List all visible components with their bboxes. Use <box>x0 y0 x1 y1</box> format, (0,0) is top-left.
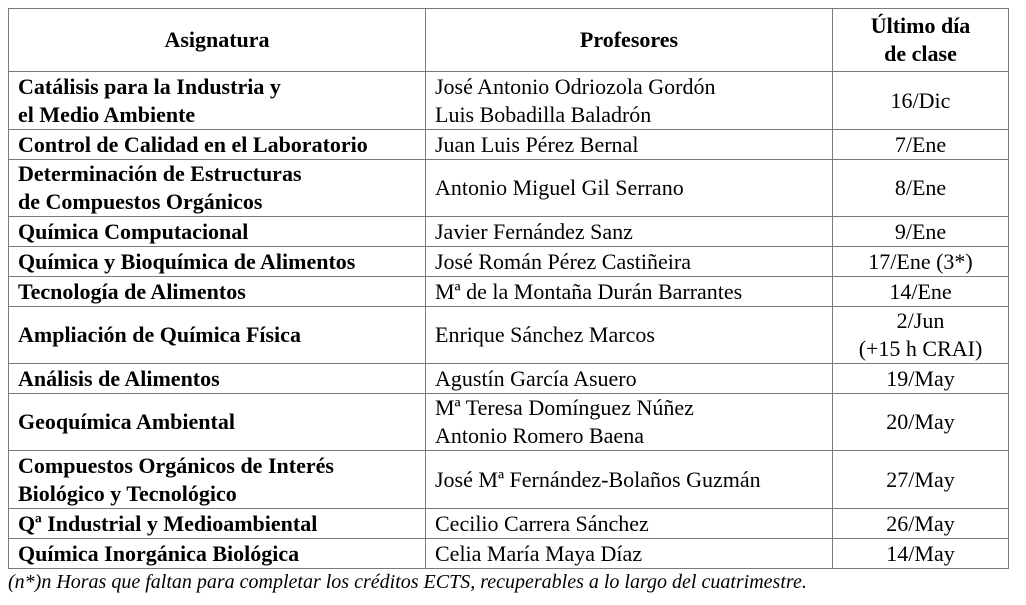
header-last-day <box>833 9 1009 72</box>
cell-last-day <box>833 509 1009 539</box>
cell-subject-line: Química Computacional <box>18 218 249 244</box>
table-row <box>9 247 1009 277</box>
cell-last-day-line: 7/Ene <box>894 131 947 157</box>
cell-professors-line: Antonio Miguel Gil Serrano <box>435 175 684 200</box>
cell-professors-line: Cecilio Carrera Sánchez <box>435 510 649 536</box>
class-schedule-table <box>8 8 1009 569</box>
table-header-row <box>9 9 1009 72</box>
cell-last-day-line: 17/Ene (3*) <box>868 248 973 274</box>
cell-professors-line: Mª de la Montaña Durán Barrantes <box>435 278 743 304</box>
cell-subject-line: Determinación de Estructuras <box>18 161 302 186</box>
cell-professors-line: Antonio Romero Baena <box>435 423 644 448</box>
cell-subject-line: Control de Calidad en el Laboratorio <box>18 131 368 157</box>
table-row <box>9 72 1009 130</box>
cell-last-day-line: 8/Ene <box>894 175 947 200</box>
cell-professors-line: Enrique Sánchez Marcos <box>435 322 655 347</box>
cell-subject <box>9 277 426 307</box>
table-row <box>9 217 1009 247</box>
header-professors: Profesores <box>426 9 833 72</box>
cell-last-day <box>833 217 1009 247</box>
table-row <box>9 451 1009 509</box>
cell-professors <box>426 307 833 364</box>
cell-last-day <box>833 394 1009 451</box>
cell-last-day <box>833 307 1009 364</box>
table-row <box>9 277 1009 307</box>
cell-professors-line: Luis Bobadilla Baladrón <box>435 101 652 127</box>
cell-professors-line: Celia María Maya Díaz <box>435 540 643 566</box>
cell-professors <box>426 451 833 509</box>
cell-professors <box>426 394 833 451</box>
table-row <box>9 307 1009 364</box>
cell-subject <box>9 364 426 394</box>
cell-subject <box>9 509 426 539</box>
cell-professors-line: Mª Teresa Domínguez Núñez <box>435 395 694 420</box>
cell-subject <box>9 451 426 509</box>
cell-professors <box>426 364 833 394</box>
cell-professors <box>426 217 833 247</box>
table-row <box>9 160 1009 217</box>
table-row <box>9 364 1009 394</box>
cell-subject <box>9 307 426 364</box>
cell-last-day <box>833 130 1009 160</box>
cell-last-day-line: 19/May <box>886 365 955 391</box>
cell-last-day-line: 2/Jun <box>896 308 945 333</box>
cell-last-day-line: (+15 h CRAI) <box>858 336 983 361</box>
cell-subject <box>9 72 426 130</box>
cell-last-day <box>833 72 1009 130</box>
cell-subject-line: Ampliación de Química Física <box>18 322 301 347</box>
cell-last-day-line: 16/Dic <box>890 87 951 113</box>
cell-subject <box>9 217 426 247</box>
cell-subject-line: de Compuestos Orgánicos <box>18 189 263 214</box>
cell-professors <box>426 539 833 569</box>
cell-professors-line: Juan Luis Pérez Bernal <box>435 131 639 157</box>
cell-subject-line: Biológico y Tecnológico <box>18 480 237 506</box>
cell-professors <box>426 72 833 130</box>
cell-last-day-line: 14/Ene <box>889 278 952 304</box>
cell-professors <box>426 247 833 277</box>
cell-professors-line: Agustín García Asuero <box>435 365 637 391</box>
cell-last-day-line: 27/May <box>886 466 955 492</box>
cell-last-day <box>833 247 1009 277</box>
cell-subject-line: el Medio Ambiente <box>18 101 196 127</box>
cell-subject-line: Química y Bioquímica de Alimentos <box>18 248 356 274</box>
cell-last-day-line: 9/Ene <box>894 218 947 244</box>
cell-last-day <box>833 160 1009 217</box>
cell-professors-line: José Román Pérez Castiñeira <box>435 248 691 274</box>
table-row <box>9 509 1009 539</box>
table-row <box>9 539 1009 569</box>
cell-subject <box>9 130 426 160</box>
cell-subject-line: Química Inorgánica Biológica <box>18 540 300 566</box>
header-last-day-line: de clase <box>884 41 957 66</box>
cell-professors <box>426 277 833 307</box>
header-subject: Asignatura <box>9 9 426 72</box>
cell-subject <box>9 247 426 277</box>
cell-subject <box>9 539 426 569</box>
cell-subject-line: Catálisis para la Industria y <box>18 73 281 99</box>
cell-subject-line: Qª Industrial y Medioambiental <box>18 510 318 536</box>
table-row <box>9 394 1009 451</box>
cell-subject <box>9 394 426 451</box>
cell-professors <box>426 509 833 539</box>
cell-professors-line: José Mª Fernández-Bolaños Guzmán <box>435 466 761 492</box>
cell-last-day <box>833 451 1009 509</box>
cell-professors <box>426 160 833 217</box>
table-row <box>9 130 1009 160</box>
cell-last-day-line: 26/May <box>886 510 955 536</box>
cell-professors-line: Javier Fernández Sanz <box>435 218 633 244</box>
cell-last-day <box>833 277 1009 307</box>
cell-last-day <box>833 364 1009 394</box>
footnote: (n*)n Horas que faltan para completar los créditos ECTS, recuperables a lo largo del cuatrimestre. <box>8 571 807 593</box>
cell-professors <box>426 130 833 160</box>
cell-subject-line: Geoquímica Ambiental <box>18 409 235 434</box>
cell-professors-line: José Antonio Odriozola Gordón <box>435 73 716 99</box>
cell-subject-line: Compuestos Orgánicos de Interés <box>18 452 334 478</box>
header-last-day-line: Último día <box>870 13 971 38</box>
cell-subject <box>9 160 426 217</box>
table-body <box>9 72 1009 569</box>
cell-last-day <box>833 539 1009 569</box>
cell-subject-line: Análisis de Alimentos <box>18 365 220 391</box>
cell-last-day-line: 20/May <box>886 409 955 434</box>
cell-subject-line: Tecnología de Alimentos <box>18 278 246 304</box>
cell-last-day-line: 14/May <box>886 540 955 566</box>
